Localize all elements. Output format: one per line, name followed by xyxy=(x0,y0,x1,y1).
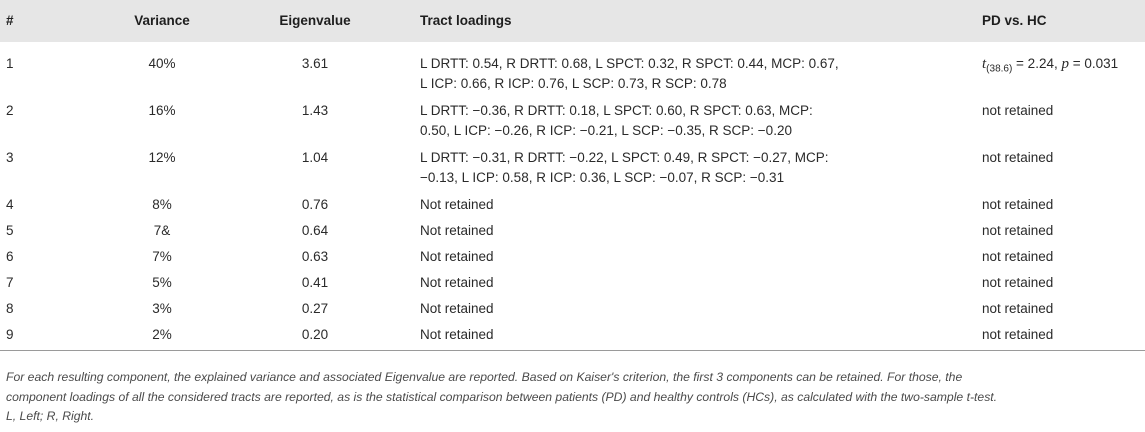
cell-num: 2 xyxy=(6,103,14,118)
cell-tract-loadings: Not retained xyxy=(420,327,494,342)
cell-pd-vs-hc: not retained xyxy=(982,223,1054,238)
cell-variance: 8% xyxy=(152,197,172,212)
t-value: = 2.24, xyxy=(1012,56,1062,71)
degrees-of-freedom: (38.6) xyxy=(986,63,1013,75)
cell-num: 3 xyxy=(6,150,14,165)
table-row xyxy=(0,98,1145,145)
cell-tract-loadings xyxy=(408,145,982,192)
cell-tract-loadings: Not retained xyxy=(420,301,494,316)
cell-eigenvalue: 0.76 xyxy=(301,197,329,212)
cell-variance: 2% xyxy=(152,327,172,342)
footnote-line: For each resulting component, the explained variance and associated Eigenvalue are reported. Based on Kaiser's criterion, the first 3 components can be retained. For those, the xyxy=(6,370,963,384)
cell-pd-vs-hc: not retained xyxy=(982,103,1054,118)
cell-eigenvalue: 0.20 xyxy=(301,327,329,342)
header-tract-loadings: Tract loadings xyxy=(420,13,512,28)
cell-variance: 16% xyxy=(148,103,176,118)
table-row xyxy=(0,322,1145,351)
cell-variance: 12% xyxy=(148,150,176,165)
header-row xyxy=(0,0,1145,42)
loadings-line: L DRTT: −0.31, R DRTT: −0.22, L SPCT: 0.49, R SPCT: −0.27, MCP: xyxy=(420,150,829,165)
cell-eigenvalue: 1.43 xyxy=(301,103,329,118)
cell-eigenvalue: 0.27 xyxy=(301,301,329,316)
p-symbol: p xyxy=(1061,56,1069,72)
table-row xyxy=(0,270,1145,296)
cell-pd-vs-hc: not retained xyxy=(982,301,1054,316)
cell-variance: 3% xyxy=(152,301,172,316)
cell-tract-loadings: Not retained xyxy=(420,223,494,238)
loadings-line: L ICP: 0.66, R ICP: 0.76, L SCP: 0.73, R SCP: 0.78 xyxy=(420,76,727,91)
cell-tract-loadings: Not retained xyxy=(420,249,494,264)
p-value: = 0.031 xyxy=(1068,56,1119,71)
loadings-line: −0.13, L ICP: 0.58, R ICP: 0.36, L SCP: −0.07, R SCP: −0.31 xyxy=(420,170,785,185)
loadings-line: L DRTT: −0.36, R DRTT: 0.18, L SPCT: 0.60, R SPCT: 0.63, MCP: xyxy=(420,103,813,118)
cell-num: 1 xyxy=(6,56,14,71)
table-row xyxy=(0,218,1145,244)
cell-eigenvalue: 3.61 xyxy=(301,56,329,71)
cell-tract-loadings xyxy=(408,98,982,145)
header-num: # xyxy=(6,13,14,28)
cell-pd-vs-hc: not retained xyxy=(982,150,1054,165)
header-pd-vs-hc: PD vs. HC xyxy=(982,13,1047,28)
table-row xyxy=(0,42,1145,98)
cell-num: 9 xyxy=(6,327,14,342)
cell-eigenvalue: 1.04 xyxy=(301,150,329,165)
cell-eigenvalue: 0.63 xyxy=(301,249,329,264)
header-eigenvalue: Eigenvalue xyxy=(279,13,351,28)
loadings-line: L DRTT: 0.54, R DRTT: 0.68, L SPCT: 0.32, R SPCT: 0.44, MCP: 0.67, xyxy=(420,56,839,71)
cell-pd-vs-hc: not retained xyxy=(982,197,1054,212)
footnote-line: component loadings of all the considered tracts are reported, as is the statistical comparison between patients (PD) and healthy controls (HCs), as calculated with the two-sample t-test. xyxy=(6,389,998,404)
t-symbol: t xyxy=(982,56,987,72)
cell-pd-vs-hc: not retained xyxy=(982,249,1054,264)
cell-variance: 7& xyxy=(153,223,171,238)
table-row xyxy=(0,192,1145,218)
cell-pd-vs-hc: not retained xyxy=(982,327,1054,342)
table-body xyxy=(0,42,1145,351)
cell-tract-loadings: Not retained xyxy=(420,197,494,212)
cell-num: 4 xyxy=(6,197,14,212)
table-row xyxy=(0,296,1145,322)
cell-eigenvalue: 0.64 xyxy=(301,223,329,238)
cell-num: 6 xyxy=(6,249,14,264)
table-row xyxy=(0,244,1145,270)
cell-pd-vs-hc-stat xyxy=(982,42,1145,98)
cell-pd-vs-hc: not retained xyxy=(982,275,1054,290)
header-variance: Variance xyxy=(134,13,190,28)
cell-tract-loadings xyxy=(408,42,982,98)
cell-variance: 5% xyxy=(152,275,172,290)
table-header xyxy=(0,0,1145,42)
footnote-abbreviations: L, Left; R, Right. xyxy=(6,409,95,423)
cell-num: 5 xyxy=(6,223,14,238)
cell-variance: 40% xyxy=(148,56,176,71)
table-row xyxy=(0,145,1145,192)
cell-num: 8 xyxy=(6,301,14,316)
cell-variance: 7% xyxy=(152,249,172,264)
table-footnote xyxy=(6,368,1138,427)
cell-num: 7 xyxy=(6,275,14,290)
cell-tract-loadings: Not retained xyxy=(420,275,494,290)
cell-eigenvalue: 0.41 xyxy=(301,275,329,290)
loadings-line: 0.50, L ICP: −0.26, R ICP: −0.21, L SCP: −0.35, R SCP: −0.20 xyxy=(420,123,792,138)
